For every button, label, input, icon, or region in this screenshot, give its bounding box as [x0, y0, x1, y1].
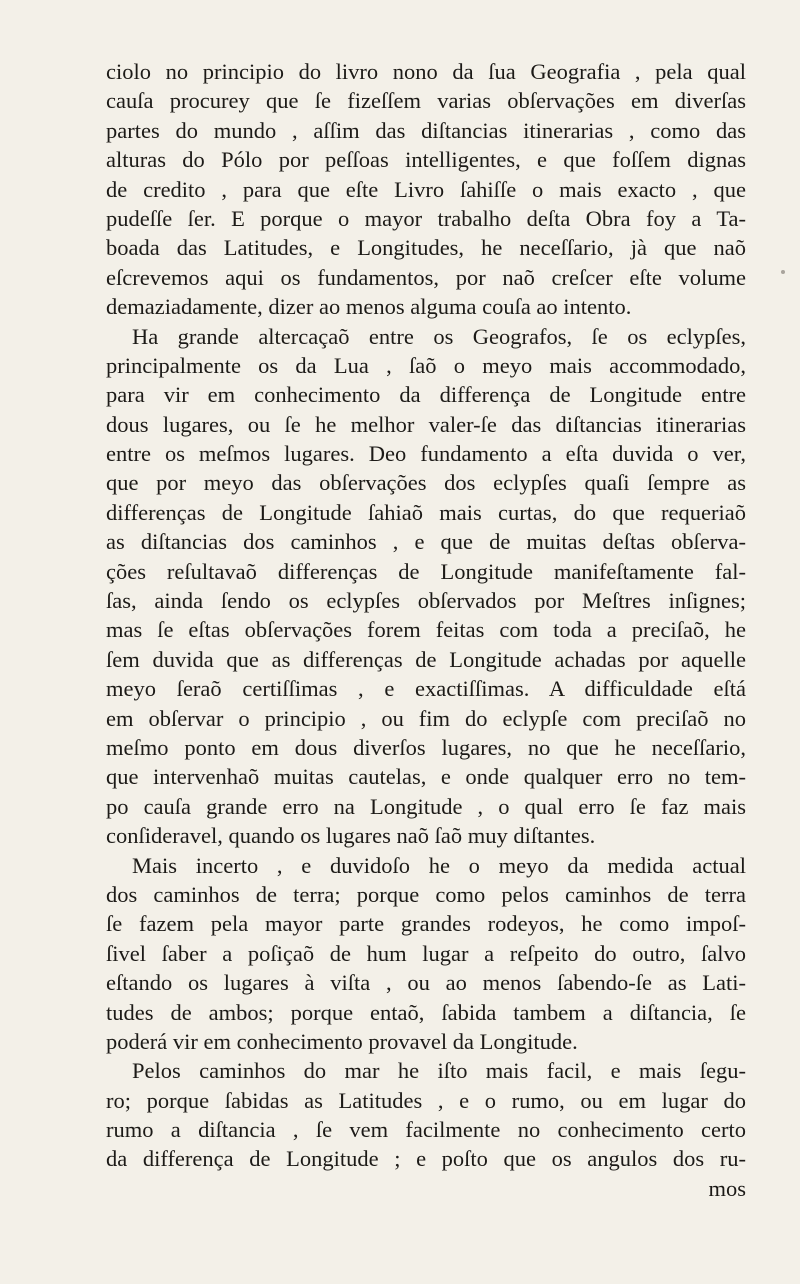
text-line: ro; porque ſabidas as Latitudes , e o rumo, ou em lugar do — [106, 1087, 746, 1113]
text-line: differenças de Longitude ſahiaõ mais curtas, do que requeriaõ — [106, 499, 746, 525]
text-line: dos caminhos de terra; porque como pelos caminhos de terra — [106, 881, 746, 907]
text-line: poderá vir em conhecimento provavel da Longitude. — [106, 1028, 578, 1054]
paper-blemish — [781, 270, 785, 274]
text-line: eſtando os lugares à viſta , ou ao menos ſabendo-ſe as Lati- — [106, 970, 746, 996]
text-line: que por meyo das obſervações dos eclypſes quaſi ſempre as — [106, 470, 746, 496]
paragraph-start-line: Pelos caminhos do mar he iſto mais facil, e mais ſegu- — [132, 1058, 746, 1084]
text-line: ſas, ainda ſendo os eclypſes obſervados por Meſtres inſignes; — [106, 588, 746, 614]
text-line: que intervenhaõ muitas cautelas, e onde qualquer erro no tem- — [106, 764, 746, 790]
text-line: entre os meſmos lugares. Deo fundamento a eſta duvida o ver, — [106, 441, 746, 467]
text-line: ſivel ſaber a poſiçaõ de hum lugar a reſpeito do outro, ſalvo — [106, 940, 746, 966]
text-line: as diſtancias dos caminhos , e que de muitas deſtas obſerva- — [106, 529, 746, 555]
text-line: em obſervar o principio , ou fim do eclypſe com preciſaõ no — [106, 705, 746, 731]
text-line: rumo a diſtancia , ſe vem facilmente no conhecimento certo — [106, 1117, 746, 1143]
text-line: mas ſe eſtas obſervações forem feitas com toda a preciſaõ, he — [106, 617, 746, 643]
text-line: meſmo ponto em dous diverſos lugares, no que he neceſſario, — [106, 734, 746, 760]
text-line: ciolo no principio do livro nono da ſua Geografia , pela qual — [106, 59, 746, 84]
text-line: partes do mundo , aſſim das diſtancias itinerarias , como das — [106, 117, 746, 143]
text-line: po cauſa grande erro na Longitude , o qual erro ſe faz mais — [106, 793, 746, 819]
paragraph-start-line: Ha grande altercaçaõ entre os Geografos, ſe os eclypſes, — [132, 323, 746, 349]
text-line: alturas do Pólo por peſſoas intelligentes, e que foſſem dignas — [106, 147, 746, 173]
text-line: tudes de ambos; porque entaõ, ſabida tambem a diſtancia, ſe — [106, 999, 746, 1025]
text-line: ções reſultavaõ differenças de Longitude manifeſtamente fal- — [106, 558, 746, 584]
text-line: de credito , para que eſte Livro ſahiſſe o mais exacto , que — [106, 176, 746, 202]
text-line: demaziadamente, dizer ao menos alguma couſa ao intento. — [106, 294, 632, 320]
text-line: dous lugares, ou ſe he melhor valer-ſe das diſtancias itinerarias — [106, 411, 746, 437]
text-line: ſem duvida que as differenças de Longitude achadas por aquelle — [106, 646, 746, 672]
text-line: meyo ſeraõ certiſſimas , e exactiſſimas. A difficuldade eſtá — [106, 676, 746, 702]
paragraph-start-line: Mais incerto , e duvidoſo he o meyo da medida actual — [132, 852, 746, 878]
catchword: mos — [708, 1175, 746, 1201]
text-line: da differença de Longitude ; e poſto que os angulos dos ru- — [106, 1146, 746, 1172]
body-text — [106, 57, 746, 1203]
text-line: cauſa procurey que ſe fizeſſem varias obſervações em diverſas — [106, 88, 746, 114]
text-line: principalmente os da Lua , ſaõ o meyo mais accommodado, — [106, 352, 746, 378]
text-line: pudeſſe ſer. E porque o mayor trabalho deſta Obra foy a Ta- — [106, 205, 746, 231]
text-line: ſe fazem pela mayor parte grandes rodeyos, he como impoſ- — [106, 911, 746, 937]
text-line: eſcrevemos aqui os fundamentos, por naõ creſcer eſte volume — [106, 264, 746, 290]
text-line: para vir em conhecimento da differença de Longitude entre — [106, 382, 746, 408]
text-line: conſideravel, quando os lugares naõ ſaõ muy diſtantes. — [106, 823, 596, 849]
text-line: boada das Latitudes, e Longitudes, he neceſſario, jà que naõ — [106, 235, 746, 261]
